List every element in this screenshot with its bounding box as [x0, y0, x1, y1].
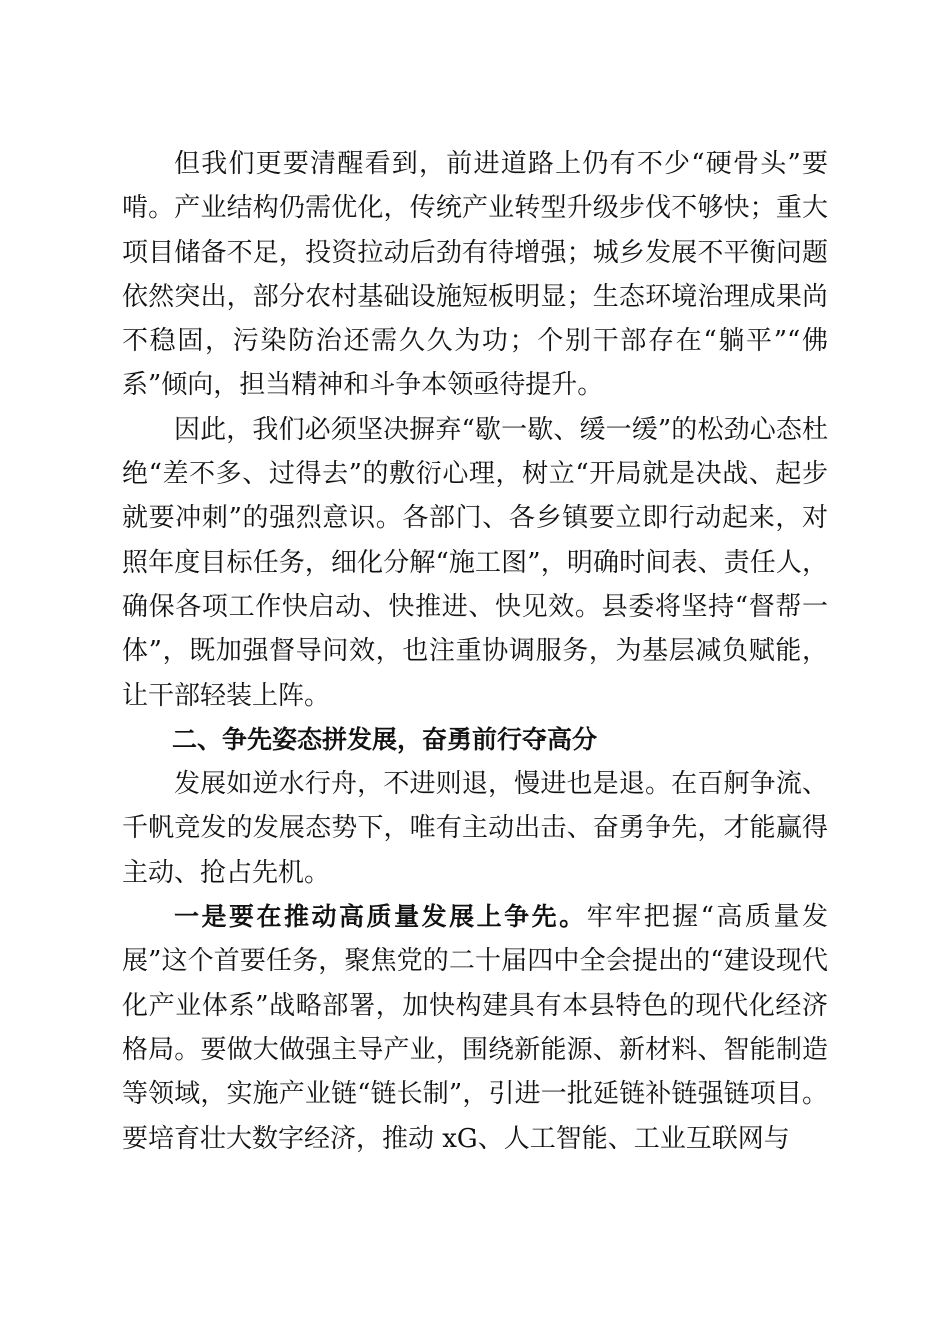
- section-heading: 二、争先姿态拼发展，奋勇前行夺高分: [172, 724, 598, 754]
- document-body: [122, 142, 828, 1161]
- paragraph-point-one: [122, 895, 828, 1161]
- point-one-body: 牢牢把握“高质量发展”这个首要任务，聚焦党的二十届四中全会提出的“建设现代化产业体系”战略部署，加快构建具有本县特色的现代化经济格局。要做大做强主导产业，围绕新能源、新材料、智能制造等领域，实施产业链“链长制”，引进一批延链补链强链项目。要培育壮大数字经济，推动 xG、人工智能、工业互联网与: [122, 902, 828, 1154]
- paragraph-resolve: 因此，我们必须坚决摒弃“歇一歇、缓一缓”的松劲心态杜绝“差不多、过得去”的敷衍心理，树立“开局就是决战、起步就要冲刺”的强烈意识。各部门、各乡镇要立即行动起来，对照年度目标任务，细化分解“施工图”，明确时间表、责任人，确保各项工作快启动、快推进、快见效。县委将坚持“督帮一体”，既加强督导问效，也注重协调服务，为基层减负赋能，让干部轻装上阵。: [122, 414, 828, 711]
- point-one-lead: 一是要在推动高质量发展上争先。: [174, 902, 587, 932]
- paragraph-section-intro: 发展如逆水行舟，不进则退，慢进也是退。在百舸争流、千帆竞发的发展态势下，唯有主动出击、奋勇争先，才能赢得主动、抢占先机。: [122, 769, 828, 888]
- paragraph-challenges: 但我们更要清醒看到，前进道路上仍有不少“硬骨头”要啃。产业结构仍需优化，传统产业转型升级步伐不够快；重大项目储备不足，投资拉动后劲有待增强；城乡发展不平衡问题依然突出，部分农村基础设施短板明显；生态环境治理成果尚不稳固，污染防治还需久久为功；个别干部存在“躺平”“佛系”倾向，担当精神和斗争本领亟待提升。: [122, 149, 828, 401]
